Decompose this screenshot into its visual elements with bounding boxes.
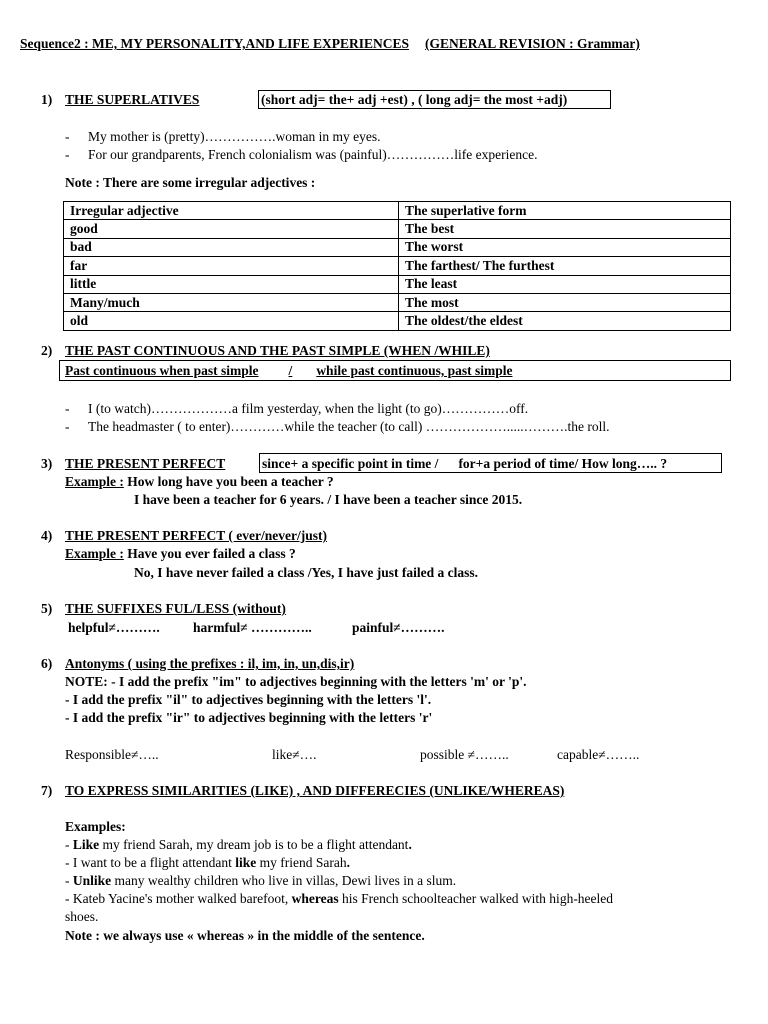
s6-title: Antonyms ( using the prefixes : il, im, in, un,dis,ir): [65, 656, 355, 671]
s4-example-question: Have you ever failed a class ?: [127, 546, 296, 561]
s5-item-harmful: harmful≠ …………..: [193, 620, 312, 635]
table-cell: The farthest/ The furthest: [399, 257, 731, 275]
s2-rule-a: Past continuous when past simple: [65, 363, 259, 378]
page-title: [20, 35, 640, 53]
s4-example-label: Example :: [65, 546, 124, 561]
keyword: like: [235, 855, 257, 870]
table-row: [64, 257, 731, 275]
s1-note: Note : There are some irregular adjectives :: [65, 175, 316, 190]
s1-bullet-2: -: [65, 147, 70, 162]
s4-example-answer: No, I have never failed a class /Yes, I have just failed a class.: [134, 565, 478, 580]
table-cell: old: [64, 312, 399, 330]
s3-example-answer: I have been a teacher for 6 years. / I have been a teacher since 2015.: [134, 492, 523, 507]
table-row: [64, 275, 731, 293]
keyword: Unlike: [72, 873, 112, 888]
table-cell: Many/much: [64, 293, 399, 311]
s7-examples-label: Examples:: [65, 819, 126, 834]
table-cell: The least: [399, 275, 731, 293]
irregular-adjectives-table: [63, 201, 731, 331]
table-header-cell: The superlative form: [399, 202, 731, 220]
s3-rule-a: since+ a specific point in time /: [262, 456, 439, 471]
s3-example: [65, 473, 334, 491]
s3-example-label: Example :: [65, 474, 124, 489]
s7-note: Note : we always use « whereas » in the middle of the sentence.: [65, 928, 425, 943]
s2-item-1: I (to watch)………………a film yesterday, when the light (to go)……………off.: [88, 401, 529, 416]
table-row: [64, 238, 731, 256]
s5-item-painful: painful≠……….: [352, 620, 445, 635]
s6-note-2: - I add the prefix "il" to adjectives beginning with the letters 'l'.: [65, 692, 432, 707]
s3-example-question: How long have you been a teacher ?: [127, 474, 334, 489]
s7-example-4-cont: shoes.: [65, 909, 99, 924]
table-cell: good: [64, 220, 399, 238]
text: many wealthy children who live in villas, Dewi lives in a slum.: [111, 873, 457, 888]
period: .: [408, 837, 412, 852]
title-main: Sequence2 : ME, MY PERSONALITY,AND LIFE EXPERIENCES: [20, 36, 410, 51]
table-cell: little: [64, 275, 399, 293]
s2-number: 2): [41, 343, 53, 358]
s2-item-2: The headmaster ( to enter)…………while the teacher (to call) ……………….....……….the roll.: [88, 419, 610, 434]
table-cell: far: [64, 257, 399, 275]
s7-title: TO EXPRESS SIMILARITIES (LIKE) , AND DIFFERECIES (UNLIKE/WHEREAS): [65, 783, 565, 798]
s1-title: THE SUPERLATIVES: [65, 92, 200, 107]
table-cell: The worst: [399, 238, 731, 256]
text: -: [65, 873, 73, 888]
s2-bullet-2: -: [65, 419, 70, 434]
s6-note-1: NOTE: - I add the prefix "im" to adjectives beginning with the letters 'm' or 'p'.: [65, 674, 527, 689]
table-row: [64, 293, 731, 311]
period: .: [346, 855, 350, 870]
s3-rule: [262, 455, 667, 473]
table-header-row: [64, 202, 731, 220]
table-row: [64, 220, 731, 238]
table-cell: The oldest/the eldest: [399, 312, 731, 330]
s1-item-1: My mother is (pretty)…………….woman in my eyes.: [88, 129, 381, 144]
s3-number: 3): [41, 456, 53, 471]
table-cell: The most: [399, 293, 731, 311]
s5-number: 5): [41, 601, 53, 616]
s7-example-4: [65, 890, 613, 908]
s3-title: THE PRESENT PERFECT: [65, 456, 226, 471]
s7-number: 7): [41, 783, 53, 798]
text: - Kateb Yacine's mother walked barefoot,: [65, 891, 292, 906]
s6-note-3: - I add the prefix "ir" to adjectives beginning with the letters 'r': [65, 710, 433, 725]
s5-title: THE SUFFIXES FUL/LESS (without): [65, 601, 286, 616]
s6-item-possible: possible ≠……..: [420, 747, 509, 762]
s4-number: 4): [41, 528, 53, 543]
text: -: [65, 837, 73, 852]
s2-rule-b: while past continuous, past simple: [316, 363, 513, 378]
s4-title: THE PRESENT PERFECT ( ever/never/just): [65, 528, 327, 543]
keyword: Like: [72, 837, 100, 852]
s2-rule-sep: /: [288, 363, 293, 378]
s6-item-capable: capable≠……..: [557, 747, 640, 762]
s7-example-2: [65, 854, 350, 872]
table-cell: bad: [64, 238, 399, 256]
s1-rule: (short adj= the+ adj +est) , ( long adj= the most +adj): [261, 92, 568, 107]
text: - I want to be a flight attendant: [65, 855, 236, 870]
s2-rule: [65, 362, 512, 380]
s3-rule-b: for+a period of time/ How long….. ?: [458, 456, 668, 471]
table-header-cell: Irregular adjective: [64, 202, 399, 220]
s5-item-helpful: helpful≠……….: [68, 620, 160, 635]
s6-item-like: like≠….: [272, 747, 317, 762]
table-row: [64, 312, 731, 330]
s6-item-responsible: Responsible≠…..: [65, 747, 159, 762]
s6-number: 6): [41, 656, 53, 671]
s1-item-2: For our grandparents, French colonialism was (painful)……………life experience.: [88, 147, 538, 162]
text: my friend Sarah: [256, 855, 347, 870]
text: his French schoolteacher walked with high-heeled: [338, 891, 614, 906]
s2-bullet-1: -: [65, 401, 70, 416]
table-cell: The best: [399, 220, 731, 238]
s2-title: THE PAST CONTINUOUS AND THE PAST SIMPLE (WHEN /WHILE): [65, 343, 490, 358]
s4-example: [65, 545, 296, 563]
s7-example-3: [65, 872, 456, 890]
s7-example-1: [65, 836, 412, 854]
keyword: whereas: [291, 891, 339, 906]
text: my friend Sarah, my dream job is to be a flight attendant: [99, 837, 409, 852]
s1-bullet-1: -: [65, 129, 70, 144]
title-sub: (GENERAL REVISION : Grammar): [425, 36, 640, 51]
s1-number: 1): [41, 92, 53, 107]
